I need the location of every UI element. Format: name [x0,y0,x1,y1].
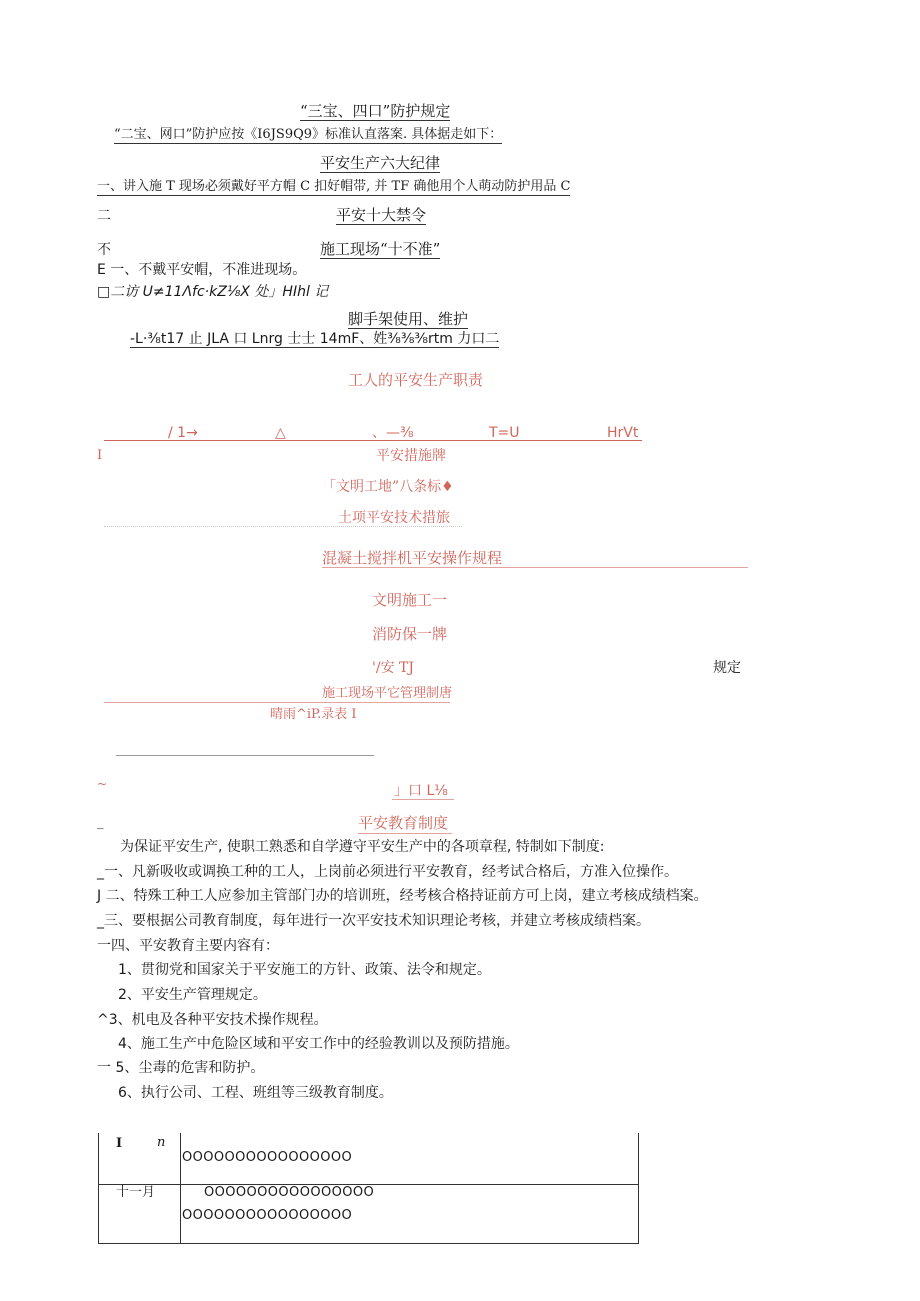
table-cell-r1-c1b: n [157,1135,166,1150]
list-item-1: 1、贯彻党和国家关于平安施工的方针、政策、法令和规定。 [118,962,491,978]
rule-blank [116,755,374,756]
tilde-mark: ~ [97,777,108,791]
fragment-an: '/安 TJ [372,660,414,676]
title-safety-education: 平安教育制度 [358,814,449,832]
title-worker-duties: 工人的平安生产职责 [348,371,484,389]
line-helmet-rule: E 一、不戴平安帽，不准进现场。 [97,262,307,278]
line-garbled-two: □二访 U≠11Λfc·kZ⅛X 处」HIhl 记 [97,284,329,300]
list-item-2: 2、平安生产管理规定。 [118,987,267,1003]
line-helmet: 一、讲入施 T 现场必须戴好平方帽 C 扣好帽带, 并 TF 确他用个人萌动防护用品 C [97,179,571,194]
table-left-border [98,1133,99,1244]
table-right-border [638,1133,639,1244]
paragraph-intro: 为保证平安生产, 使职工熟悉和自学遵守平安生产中的各项章程, 特制如下制度: [120,839,605,855]
list-item-3: ^3、机电及各种平安技术操作规程。 [97,1012,328,1028]
paragraph-3: _三、要根据公司教育制度，每年进行一次平安技术知识理论考核，并建立考核成绩档案。 [97,913,650,929]
paragraph-2: J 二、特殊工种工人应参加主管部门办的培训班，经考核合格持证前方可上岗，建立考核成绩档案。 [97,888,708,904]
title-civilized-construction: 文明施工一 [372,591,448,609]
title-scaffold: 脚手架使用、维护 [348,310,469,328]
rule-l-fragment [392,799,454,800]
rule-edu [358,833,452,834]
line-scaffold: -L·⅜t17 止 JLA 口 Lnrg 士士 14mF、姓⅜⅜⅜rtm 力口二 [130,331,500,347]
table-cell-r2-c1: 十一月 [116,1185,156,1200]
table-cell-r2-c2a: OOOOOOOOOOOOOOOO [204,1185,375,1200]
underscore-mark: _ [97,815,104,830]
title-sanbao: “三宝、四口”防护规定 [300,102,451,120]
list-item-4: 4、施工生产中危险区域和平安工作中的经验教训以及预防措施。 [118,1036,519,1052]
table-bottom-border [98,1243,639,1244]
table-column-divider [180,1133,181,1244]
fragment-l: 」口 L⅛ [394,783,448,799]
paragraph-1: _一、凡新吸收或调换工种的工人，上岗前必须进行平安教育，经考试合格后，方准入位操作。 [97,864,678,880]
title-ten-bans: 平安十大禁令 [336,206,427,224]
title-weather-log: 晴雨^iP.录表 I [270,707,357,722]
prefix-bu: 不 [97,242,111,258]
paragraph-4: 一四、平安教育主要内容有： [97,938,279,954]
table-cell-r2-c2b: OOOOOOOOOOOOOOOO [182,1208,353,1223]
fragment-3: 、—⅜ [372,425,414,441]
list-item-5: 一 5、尘毒的危害和防护。 [97,1060,265,1076]
fragment-5: HrVt [607,425,639,441]
title-civilized-8: 「文明工地”八条标♦ [322,479,454,495]
prefix-i: I [97,448,103,463]
title-site-mgmt: 施工现场平它管理制唐 [322,686,453,701]
title-measures-board: 平安措施牌 [376,448,446,464]
rule-site-mgmt [104,702,450,703]
word-guiding: 规定 [713,660,741,676]
list-item-6: 6、执行公司、工程、班组等三级教育制度。 [118,1085,393,1101]
title-six-disciplines: 平安生产六大纪律 [320,154,441,172]
title-tech-measures: 土项平安技术措旅 [338,510,450,526]
fragment-1: / 1→ [168,425,198,441]
fragment-2: △ [275,425,286,441]
fragment-4: T=U [489,425,520,441]
table-cell-r1-c1a: I [116,1136,123,1151]
title-fire-board: 消防保一牌 [372,625,448,643]
prefix-two: 二 [97,208,111,224]
line-sanbao: “二宝、网口”防护应按《I6JS9Q9》标准认直落案. 具体据走如下： [114,127,503,142]
title-mixer-rules: 混凝土搅拌机平安操作规程 [322,549,503,567]
dotted-rule-tech [104,526,462,527]
table-cell-r1-c2: OOOOOOOOOOOOOOOO [182,1150,353,1165]
title-site-ten-not: 施工现场“十不准” [320,240,441,258]
